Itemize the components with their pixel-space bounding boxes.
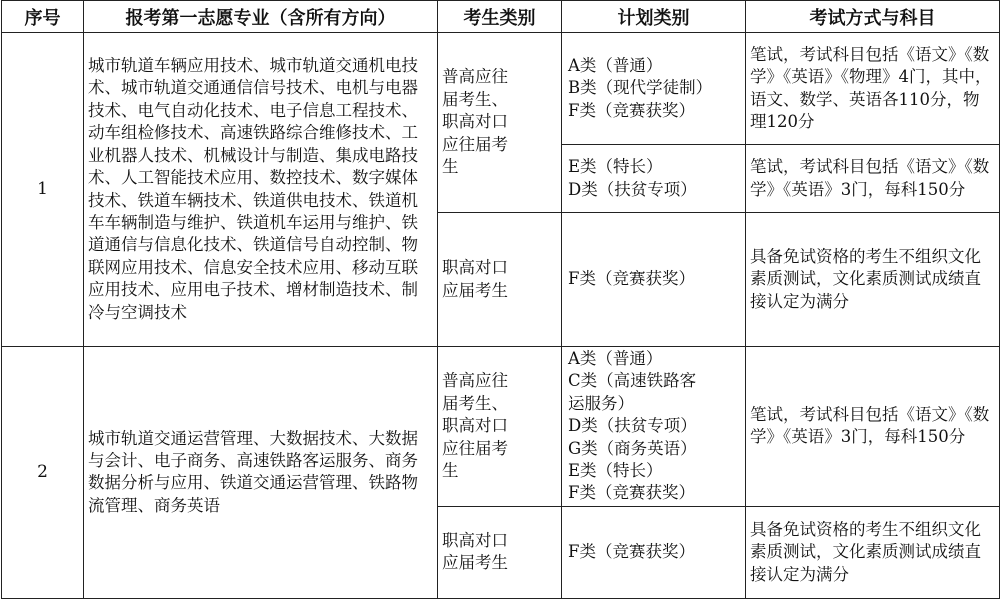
plan-cell: A类（普通） C类（高速铁路客 运服务） D类（扶贫专项） G类（商务英语） E类（特长） F类（竞赛获奖） (562, 347, 746, 507)
header-major: 报考第一志愿专业（含所有方向） (84, 1, 438, 33)
seq-cell: 2 (2, 347, 84, 599)
header-plan: 计划类别 (562, 1, 746, 33)
exam-cell: 笔试，考试科目包括《语文》《数学》《英语》3门，每科150分 (746, 145, 1000, 213)
type-cell: 职高对口 应届考生 (438, 213, 562, 347)
seq-cell: 1 (2, 33, 84, 347)
table-row (2, 347, 1000, 507)
admission-table (1, 0, 1000, 599)
header-seq: 序号 (2, 1, 84, 33)
plan-cell: F类（竞赛获奖） (562, 213, 746, 347)
type-cell: 职高对口 应届考生 (438, 506, 562, 598)
plan-cell: F类（竞赛获奖） (562, 506, 746, 598)
type-cell: 普高应往 届考生、 职高对口 应往届考 生 (438, 347, 562, 507)
major-cell: 城市轨道交通运营管理、大数据技术、大数据与会计、电子商务、高速铁路客运服务、商务数据分析与应用、铁道交通运营管理、铁路物流管理、商务英语 (84, 347, 438, 599)
exam-cell: 笔试，考试科目包括《语文》《数学》《英语》3门，每科150分 (746, 347, 1000, 507)
table-row (2, 33, 1000, 145)
header-exam: 考试方式与科目 (746, 1, 1000, 33)
header-type: 考生类别 (438, 1, 562, 33)
plan-cell: E类（特长） D类（扶贫专项） (562, 145, 746, 213)
exam-cell: 具备免试资格的考生不组织文化素质测试，文化素质测试成绩直接认定为满分 (746, 506, 1000, 598)
major-cell: 城市轨道车辆应用技术、城市轨道交通机电技术、城市轨道交通通信信号技术、电机与电器技术、电气自动化技术、电子信息工程技术、动车组检修技术、高速铁路综合维修技术、工业机器人技术、机械设计与制造、集成电路技术、人工智能技术应用、数控技术、数字媒体技术、铁道车辆技术、铁道供电技术、铁道机车车辆制造与维护、铁道机车运用与维护、铁道通信与信息化技术、铁道信号自动控制、物联网应用技术、信息安全技术应用、移动互联应用技术、应用电子技术、增材制造技术、制冷与空调技术 (84, 33, 438, 347)
type-cell: 普高应往 届考生、 职高对口 应往届考 生 (438, 33, 562, 213)
exam-cell: 具备免试资格的考生不组织文化素质测试，文化素质测试成绩直接认定为满分 (746, 213, 1000, 347)
exam-cell: 笔试，考试科目包括《语文》《数学》《英语》《物理》4门，其中，语文、数学、英语各110分，物理120分 (746, 33, 1000, 145)
plan-cell: A类（普通） B类（现代学徒制） F类（竞赛获奖） (562, 33, 746, 145)
header-row (2, 1, 1000, 33)
